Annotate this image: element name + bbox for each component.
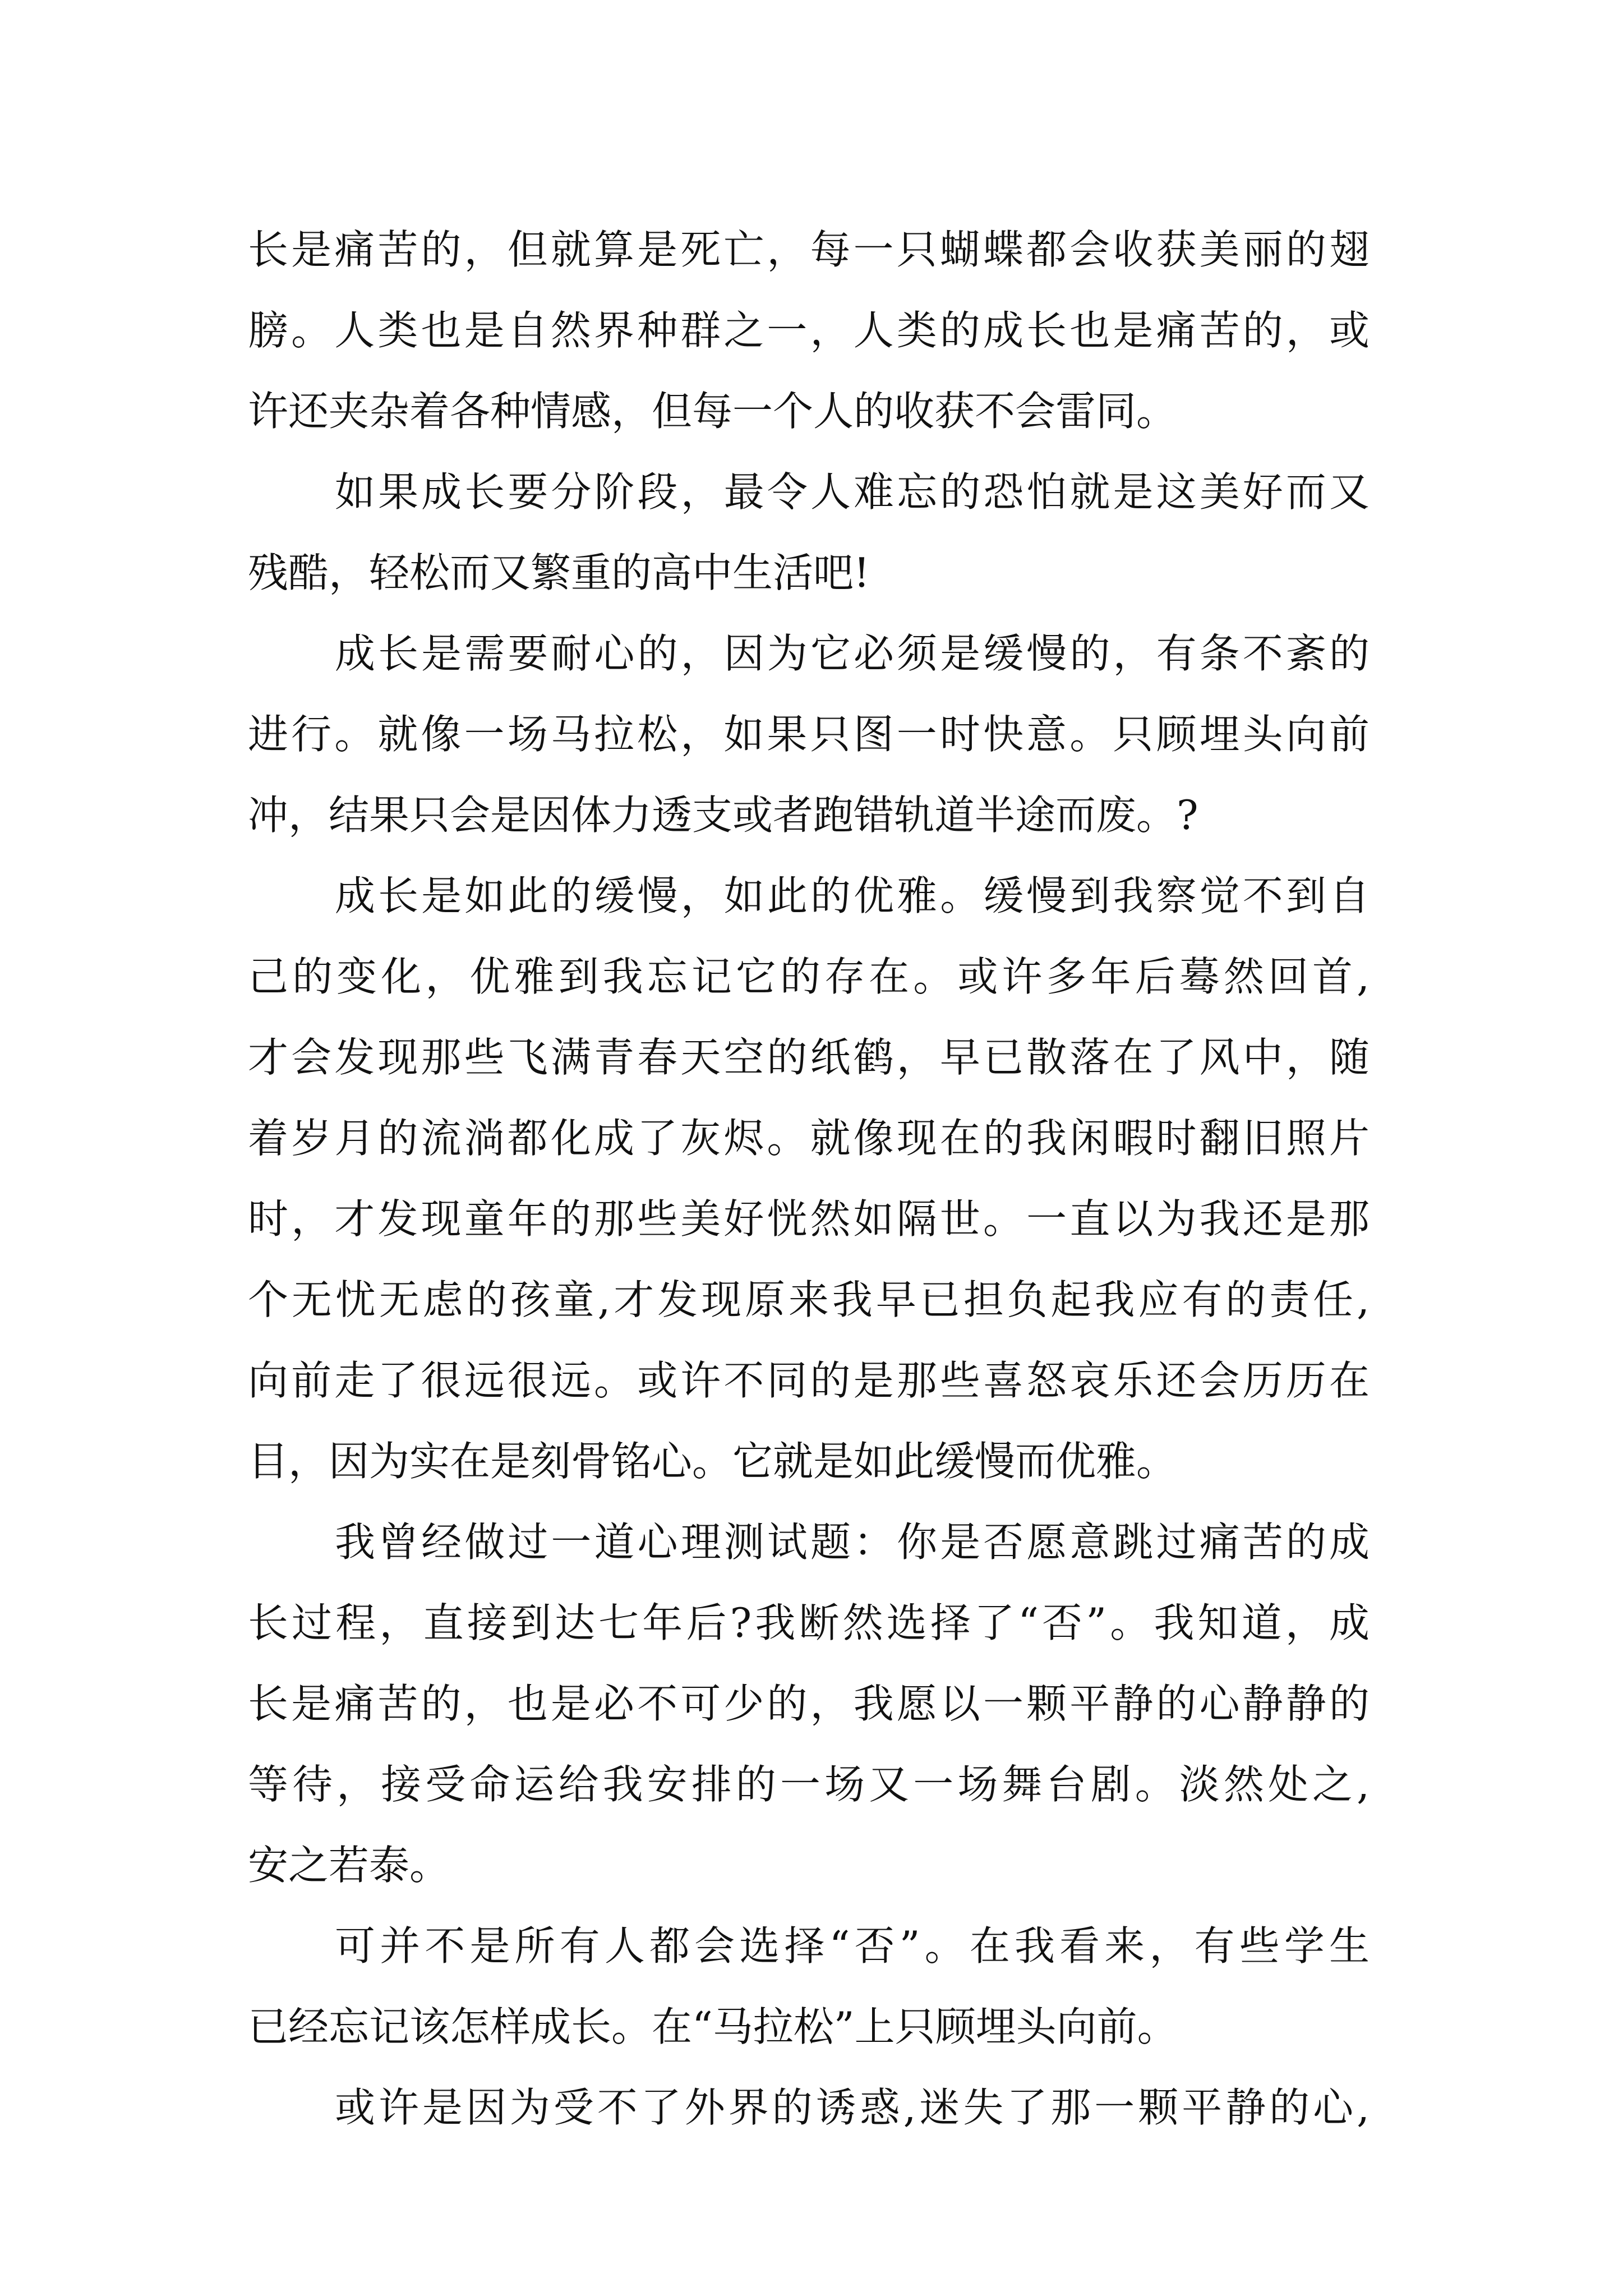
text-line: 许还夹杂着各种情感，但每一个人的收获不会雷同。	[248, 388, 1177, 435]
text-line: 等待，接受命运给我安排的一场又一场舞台剧。淡然处之,	[248, 1761, 1370, 1808]
text-line: 向前走了很远很远。或许不同的是那些喜怒哀乐还会历历在	[248, 1357, 1370, 1404]
text-line: 进行。就像一场马拉松，如果只图一时快意。只顾埋头向前	[248, 711, 1370, 758]
text-line: 如果成长要分阶段，最令人难忘的恐怕就是这美好而又	[335, 468, 1370, 516]
text-line: 着岁月的流淌都化成了灰烬。就像现在的我闲暇时翻旧照片	[248, 1115, 1370, 1162]
text-line: 目，因为实在是刻骨铭心。它就是如此缓慢而优雅。	[248, 1438, 1177, 1485]
paragraph	[248, 613, 1370, 855]
text-line: 才会发现那些飞满青春天空的纸鹤，早已散落在了风中，随	[248, 1034, 1370, 1081]
paragraph	[248, 209, 1370, 452]
text-line: 成长是需要耐心的，因为它必须是缓慢的，有条不紊的	[335, 630, 1370, 677]
paragraph	[248, 1906, 1370, 2067]
text-line: 残酷，轻松而又繁重的高中生活吧!	[248, 549, 870, 596]
text-line: 或许是因为受不了外界的诱惑,迷失了那一颗平静的心,	[335, 2084, 1370, 2131]
paragraph	[248, 855, 1370, 1502]
text-line: 安之若泰。	[248, 1842, 450, 1889]
text-line: 长是痛苦的，也是必不可少的，我愿以一颗平静的心静静的	[248, 1680, 1370, 1727]
paragraph	[248, 2067, 1370, 2148]
text-line: 长过程，直接到达七年后?我断然选择了“否”。我知道，成	[248, 1599, 1370, 1646]
text-line: 可并不是所有人都会选择“否”。在我看来，有些学生	[335, 1922, 1370, 1970]
text-line: 成长是如此的缓慢，如此的优雅。缓慢到我察觉不到自	[335, 872, 1370, 919]
text-line: 膀。人类也是自然界种群之一，人类的成长也是痛苦的，或	[248, 307, 1370, 354]
text-line: 长是痛苦的，但就算是死亡，每一只蝴蝶都会收获美丽的翅	[248, 226, 1370, 273]
essay-body	[248, 209, 1370, 2148]
text-line: 已经忘记该怎样成长。在“马拉松”上只顾埋头向前。	[248, 2003, 1178, 2050]
text-line: 时，才发现童年的那些美好恍然如隔世。一直以为我还是那	[248, 1195, 1370, 1243]
paragraph	[248, 1502, 1370, 1906]
paragraph	[248, 452, 1370, 613]
text-line: 个无忧无虑的孩童,才发现原来我早已担负起我应有的责任,	[248, 1276, 1370, 1323]
text-line: 冲，结果只会是因体力透支或者跑错轨道半途而废。?	[248, 792, 1198, 839]
text-line: 己的变化，优雅到我忘记它的存在。或许多年后蓦然回首,	[248, 953, 1370, 1000]
text-line: 我曾经做过一道心理测试题：你是否愿意跳过痛苦的成	[335, 1519, 1370, 1566]
